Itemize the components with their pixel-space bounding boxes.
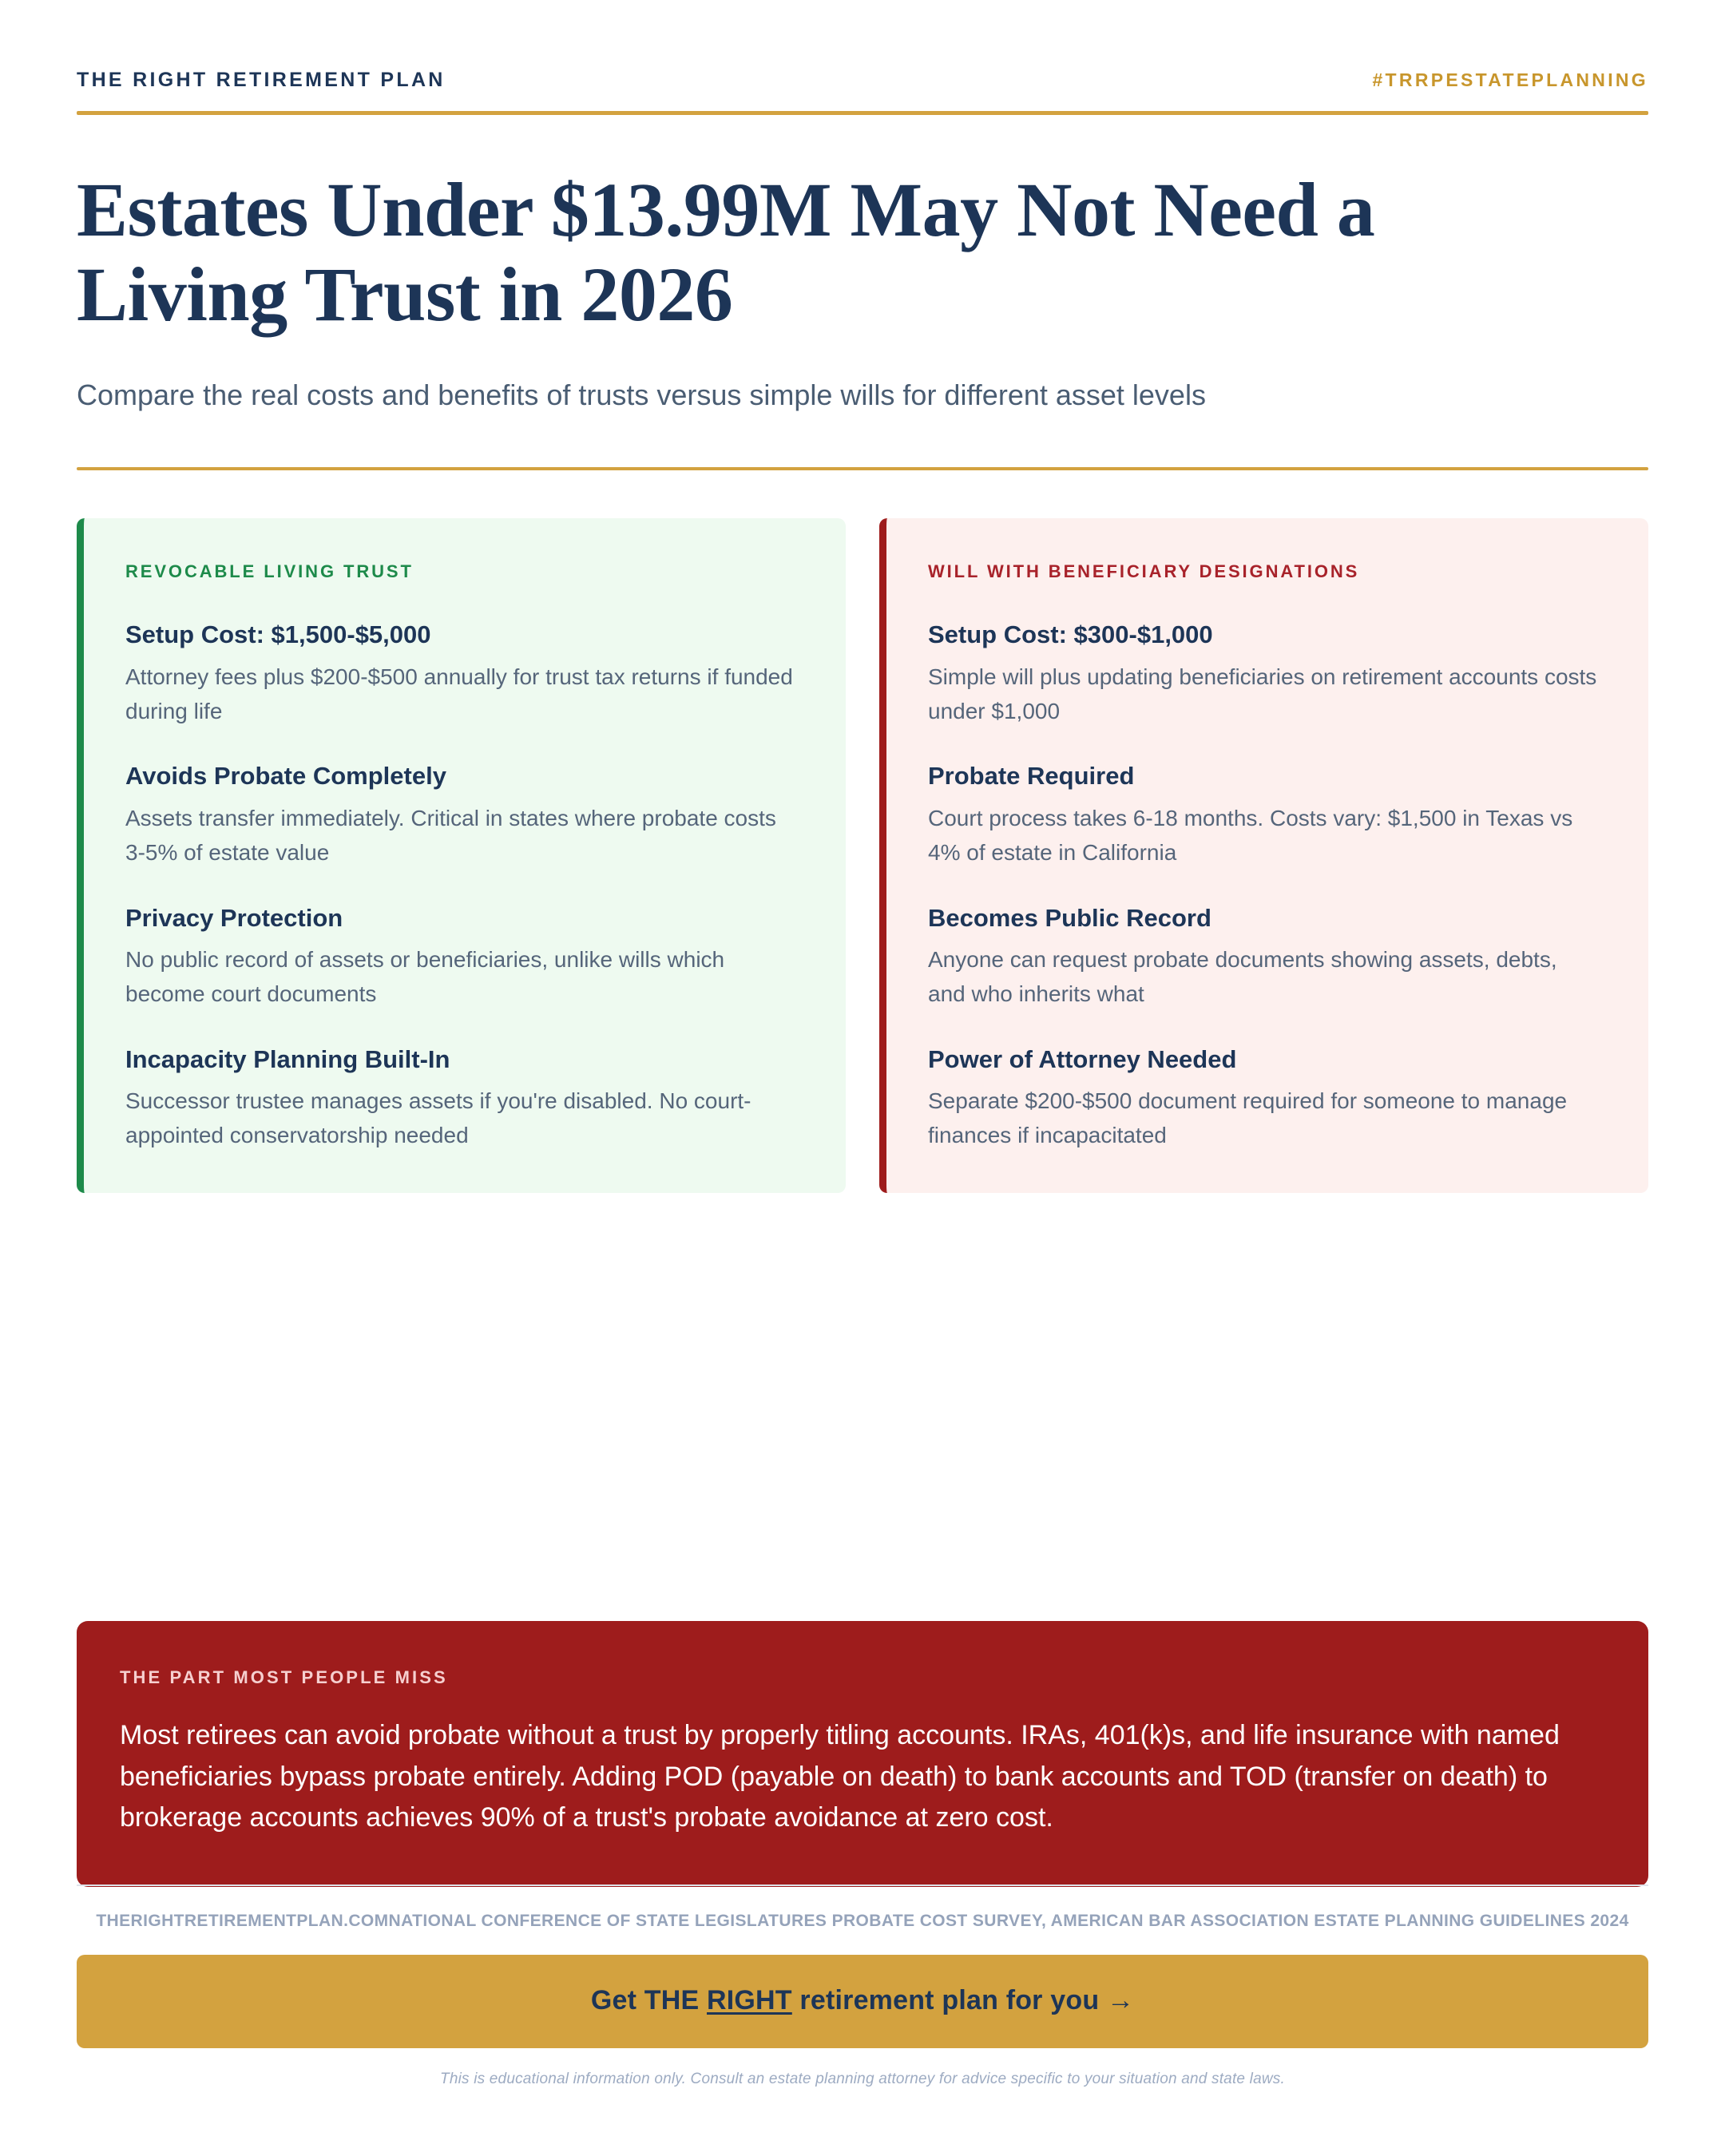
card-eyebrow-trust: REVOCABLE LIVING TRUST <box>125 561 414 582</box>
feature-item <box>125 760 798 870</box>
feature-title: Privacy Protection <box>125 903 343 932</box>
feature-description: Simple will plus updating beneficiaries on retirement accounts costs under $1,000 <box>928 664 1597 724</box>
feature-title: Probate Required <box>928 762 1135 791</box>
callout-body: Most retirees can avoid probate without a trust by properly titling accounts. IRAs, 401(k)s, and life insurance with named beneficiaries bypass probate entirely. Adding POD (payable on death) to bank accounts and TOD (transfer on death) to brokerage accounts achieves 90% of a trust's probate avoidance at zero cost. <box>120 1720 1560 1833</box>
key-insight-callout <box>77 1621 1648 1887</box>
feature-title: Avoids Probate Completely <box>125 762 446 791</box>
feature-item <box>928 760 1600 870</box>
feature-description: No public record of assets or beneficiaries, unlike wills which become court documents <box>125 946 725 1007</box>
comparison-card-will <box>879 518 1648 1192</box>
header-divider <box>77 111 1648 115</box>
feature-title: Becomes Public Record <box>928 903 1211 932</box>
sources-citation: THERIGHTRETIREMENTPLAN.COMNATIONAL CONFERENCE OF STATE LEGISLATURES PROBATE COST SURVEY, AMERICAN BAR ASSOCIATION ESTATE PLANNING GUIDELINES 2024 <box>96 1912 1629 1930</box>
feature-item <box>928 619 1600 728</box>
feature-description: Assets transfer immediately. Critical in states where probate costs 3-5% of estate value <box>125 805 776 866</box>
arrow-right-icon: → <box>1106 1984 1135 2015</box>
cta-suffix: retirement plan for you <box>791 1984 1107 2015</box>
comparison-card-trust <box>77 518 846 1192</box>
feature-description: Successor trustee manages assets if you're disabled. No court-appointed conservatorship needed <box>125 1088 751 1148</box>
feature-item <box>928 1044 1600 1153</box>
comparison-columns <box>77 518 1648 1192</box>
feature-description: Anyone can request probate documents showing assets, debts, and who inherits what <box>928 946 1557 1007</box>
legal-disclaimer: This is educational information only. Consult an estate planning attorney for advice specific to your situation and state laws. <box>440 2070 1285 2087</box>
cta-button[interactable] <box>77 1955 1648 2048</box>
page-title: Estates Under $13.99M May Not Need a Living Trust in 2026 <box>77 167 1375 337</box>
feature-item <box>125 619 798 728</box>
feature-description: Attorney fees plus $200-$500 annually for trust tax returns if funded during life <box>125 664 793 724</box>
feature-description: Separate $200-$500 document required for someone to manage finances if incapacitated <box>928 1088 1568 1148</box>
cta-emphasis: RIGHT <box>707 1984 792 2015</box>
feature-item <box>125 1044 798 1153</box>
card-eyebrow-will: WILL WITH BENEFICIARY DESIGNATIONS <box>928 561 1360 582</box>
hero-divider <box>77 467 1648 470</box>
page-subtitle: Compare the real costs and benefits of trusts versus simple wills for different asset levels <box>77 378 1206 412</box>
feature-title: Setup Cost: $1,500-$5,000 <box>125 620 431 649</box>
cta-prefix: Get THE <box>590 1984 707 2015</box>
feature-item <box>928 902 1600 1012</box>
feature-title: Power of Attorney Needed <box>928 1044 1237 1073</box>
feature-title: Setup Cost: $300-$1,000 <box>928 620 1213 649</box>
footer <box>77 1885 1648 2088</box>
footer-divider <box>77 1885 1648 1886</box>
masthead <box>77 0 1648 92</box>
feature-description: Court process takes 6-18 months. Costs vary: $1,500 in Texas vs 4% of estate in California <box>928 805 1573 866</box>
callout-eyebrow: THE PART MOST PEOPLE MISS <box>120 1667 448 1687</box>
feature-title: Incapacity Planning Built-In <box>125 1044 450 1073</box>
brand-wordmark: THE RIGHT RETIREMENT PLAN <box>77 69 446 91</box>
campaign-hashtag: #TRRPESTATEPLANNING <box>1372 69 1648 90</box>
feature-item <box>125 902 798 1012</box>
